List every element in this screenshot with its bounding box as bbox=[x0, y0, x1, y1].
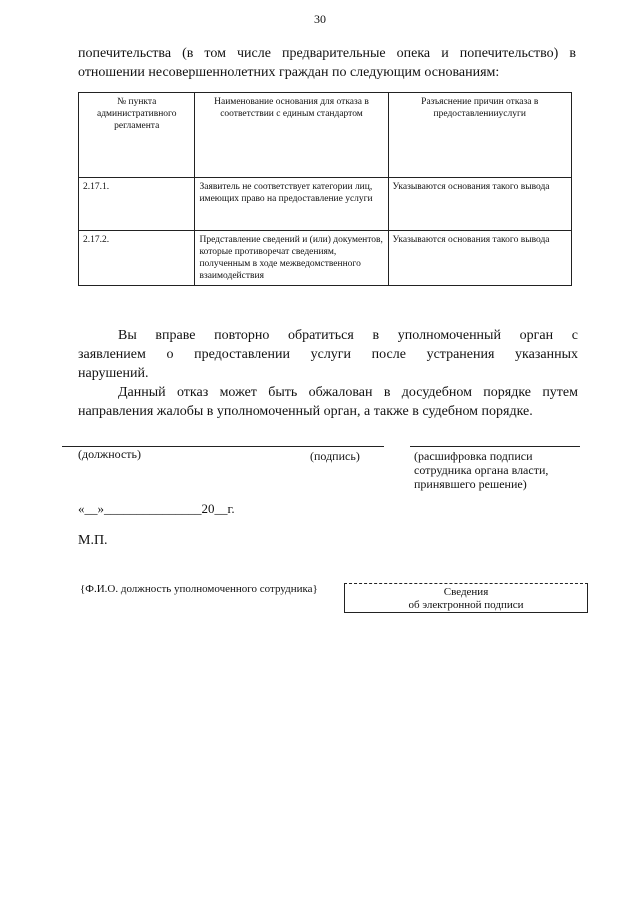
table-cell: Заявитель не соответствует категории лиц, имеющих право на предоставление услуги bbox=[195, 178, 388, 231]
table-cell: Представление сведений и (или) документов, которые противоречат сведениям, полученным в ходе межведомственного взаимодействия bbox=[195, 231, 388, 286]
decoding-label: (расшифровка подписи сотрудника органа власти, принявшего решение) bbox=[414, 449, 549, 491]
refusal-reasons-table bbox=[78, 92, 572, 286]
table-cell: Указываются основания такого вывода bbox=[388, 178, 571, 231]
header-clause-number: № пункта административного регламента bbox=[79, 93, 195, 178]
page-number: 30 bbox=[314, 12, 326, 26]
table-cell: 2.17.1. bbox=[79, 178, 195, 231]
intro-line-2: отношении несовершеннолетних граждан по следующим основаниям: bbox=[78, 65, 500, 80]
table-row bbox=[79, 178, 572, 231]
table-header-row bbox=[79, 93, 572, 178]
intro-text bbox=[78, 44, 576, 82]
table-row bbox=[79, 231, 572, 286]
appeal-paragraph: Данный отказ может быть обжалован в досудебном порядке путем направления жалобы в уполномоченный орган, а также в судебном порядке. bbox=[78, 385, 578, 419]
intro-line-1: попечительства (в том числе предварительные опека и попечительство) в bbox=[78, 46, 576, 61]
header-refusal-ground: Наименование основания для отказа в соответствии с единым стандартом bbox=[195, 93, 388, 178]
seal-label: М.П. bbox=[78, 533, 108, 548]
electronic-signature-box bbox=[344, 583, 588, 613]
decoding-line bbox=[410, 446, 580, 447]
signature-label: (подпись) bbox=[310, 449, 360, 463]
esign-line-1: Сведения bbox=[443, 586, 489, 598]
table-cell: Указываются основания такого вывода bbox=[388, 231, 571, 286]
date-line: «__»_______________20__г. bbox=[78, 501, 235, 516]
repeat-application-paragraph: Вы вправе повторно обратиться в уполномоченный орган с заявлением о предоставлении услуги после устранения указанных нарушений. bbox=[78, 328, 578, 381]
esign-line-2: об электронной подписи bbox=[408, 599, 524, 611]
table-cell: 2.17.2. bbox=[79, 231, 195, 286]
official-name-label: {Ф.И.О. должность уполномоченного сотрудника} bbox=[80, 583, 318, 595]
header-refusal-explanation: Разъяснение причин отказа в предоставленииуслуги bbox=[388, 93, 571, 178]
position-label: (должность) bbox=[78, 447, 141, 461]
